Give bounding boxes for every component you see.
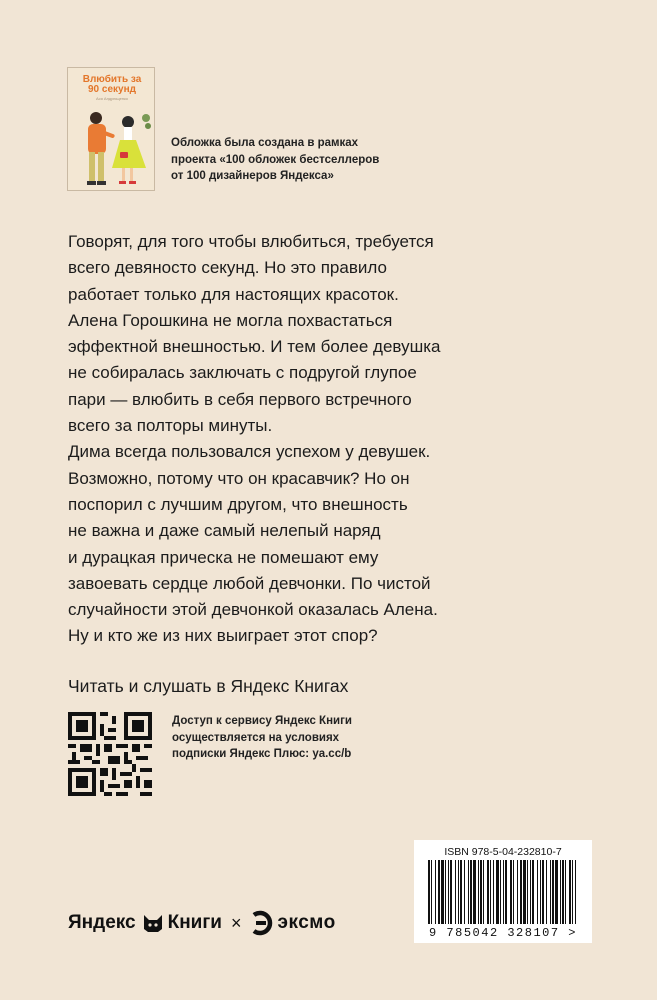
description-line: Дима всегда пользовался успехом у девушек. [68, 442, 431, 462]
cover-note [171, 135, 379, 185]
cover-note-line: Обложка была создана в рамках [171, 137, 359, 149]
description-line: поспорил с лучшим другом, что внешность [68, 494, 408, 514]
couple-illustration [68, 68, 155, 191]
description-line: завоевать сердце любой девчонки. По чистой [68, 573, 431, 593]
description-line: эффектной внешностью. И тем более девушка [68, 337, 441, 357]
book-description [68, 229, 558, 650]
description-line: Ну и кто же из них выиграет этот спор? [68, 626, 378, 646]
description-line: Говорят, для того чтобы влюбиться, требуется [68, 232, 434, 251]
cover-note-line: от 100 дизайнеров Яндекса» [171, 170, 334, 182]
description-line: всего за полторы минуты. [68, 416, 273, 436]
isbn-barcode [414, 840, 592, 943]
description-line: не собиралась заключать с подругой глупое [68, 363, 417, 383]
access-note-line: подписки Яндекс Плюс: ya.cc/b [172, 748, 352, 760]
access-note-line: осуществляется на условиях [172, 731, 340, 744]
eksmo-brand: эксмо [277, 912, 336, 933]
description-line: работает только для настоящих красоток. [68, 284, 399, 304]
eksmo-logo-icon [250, 910, 274, 936]
access-note-line: Доступ к сервису Яндекс Книги [172, 715, 352, 727]
description-line: не важна и даже самый нелепый наряд [68, 521, 381, 541]
brand-footer [68, 908, 336, 938]
cover-note-line: проекта «100 обложек бестселлеров [171, 153, 380, 166]
description-line: всего девяносто секунд. Но это правило [68, 258, 387, 278]
brand-separator: × [230, 912, 242, 933]
description-line: пари — влюбить в себя первого встречного [68, 389, 412, 409]
thumbnail-title: Влюбить за 90 секунд [82, 74, 142, 95]
thumbnail-author: Ася Андрющенко [95, 96, 129, 101]
cat-logo-icon [142, 913, 164, 933]
isbn-label: ISBN 978-5-04-232810-7 [444, 846, 562, 858]
qr-code-icon[interactable] [68, 712, 152, 796]
barcode-number: 9 785042 328107 > [429, 926, 577, 940]
books-brand: Книги [167, 912, 222, 933]
access-note [172, 713, 352, 763]
cover-thumbnail [67, 67, 155, 191]
description-line: и дурацкая прическа не помешают ему [68, 547, 379, 567]
description-line: Возможно, потому что он красавчик? Но он [68, 468, 410, 488]
read-listen-heading: Читать и слушать в Яндекс Книгах [68, 676, 349, 696]
description-line: Алена Горошкина не могла похвастаться [68, 310, 393, 330]
barcode-icon [428, 860, 578, 924]
yandex-brand: Яндекс [68, 912, 136, 933]
description-line: случайности этой девчонкой оказалась Алена. [68, 600, 438, 620]
